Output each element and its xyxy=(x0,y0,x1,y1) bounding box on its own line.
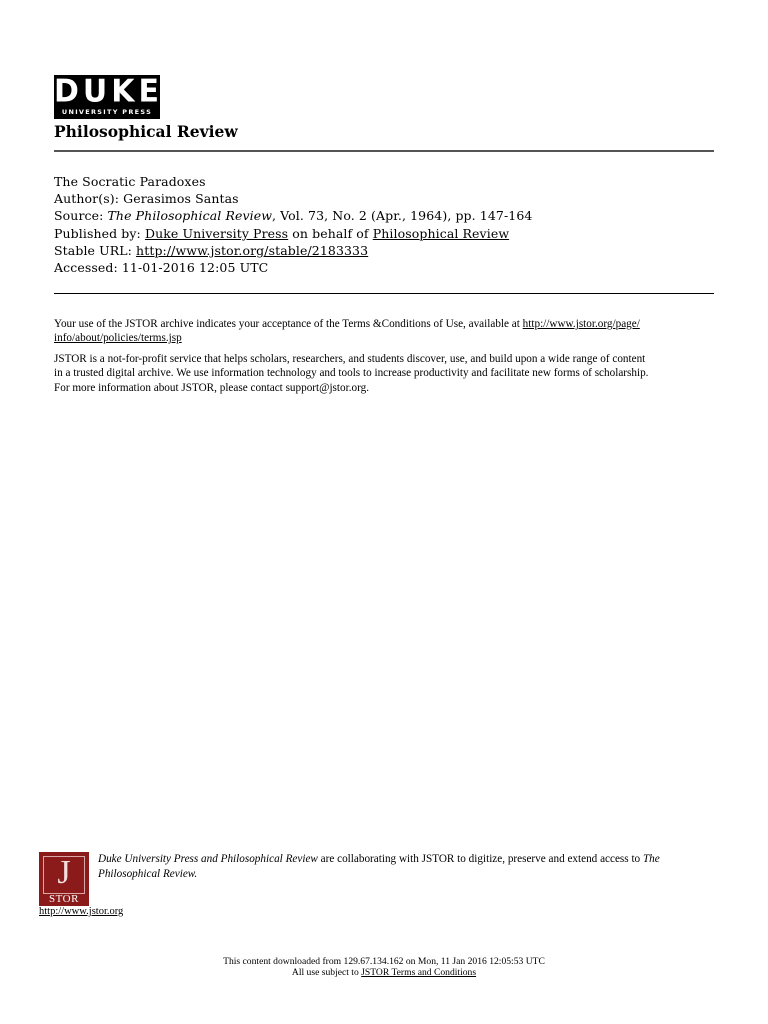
terms-conditions-link[interactable]: JSTOR Terms and Conditions xyxy=(361,967,477,978)
source-journal: The Philosophical Review xyxy=(107,208,273,224)
terms-link-part1[interactable]: http://www.jstor.org/page/ xyxy=(522,318,640,330)
jstor-logo[interactable] xyxy=(39,852,89,906)
download-footer xyxy=(0,956,768,978)
accessed-line: Accessed: 11-01-2016 12:05 UTC xyxy=(54,260,269,276)
article-title: The Socratic Paradoxes xyxy=(54,174,206,189)
terms-notice: Your use of the JSTOR archive indicates your acceptance of the Terms &Conditions of Use, available at http://www.jstor.org/page/ info/about/policies/terms.jsp xyxy=(54,318,640,345)
logo-word: DUKE xyxy=(54,73,164,110)
duke-university-press-logo xyxy=(54,73,164,119)
behalf-link[interactable]: Philosophical Review xyxy=(372,225,510,241)
top-divider xyxy=(54,150,714,152)
journal-title: Philosophical Review xyxy=(54,122,238,141)
stable-url-link[interactable]: http://www.jstor.org/stable/2183333 xyxy=(136,242,369,258)
logo-j-letter: J xyxy=(57,854,71,891)
citation-metadata xyxy=(54,173,532,276)
source-line: Source: The Philosophical Review, Vol. 73, No. 2 (Apr., 1964), pp. 147-164 xyxy=(54,208,533,224)
published-line: Published by: Duke University Press on behalf of Philosophical Review xyxy=(54,225,510,241)
collaboration-notice: Duke University Press and Philosophical Review are collaborating with JSTOR to digitize, preserve and extend access to The Philosophical Review. xyxy=(98,853,660,880)
download-info: This content downloaded from 129.67.134.162 on Mon, 11 Jan 2016 12:05:53 UTC xyxy=(223,956,545,967)
terms-footer-line: All use subject to JSTOR Terms and Conditions xyxy=(291,967,477,978)
middle-divider xyxy=(54,293,714,294)
author-line: Author(s): Gerasimos Santas xyxy=(54,191,239,207)
terms-link-part2[interactable]: info/about/policies/terms.jsp xyxy=(54,332,182,345)
author-name: Gerasimos Santas xyxy=(123,191,239,207)
jstor-mission-statement: JSTOR is a not-for-profit service that helps scholars, researchers, and students discover, use, and build upon a wide range of content in a trusted digital archive. We use information technology and tools to increase productivity and facilitate new forms of scholarship. For more information about JSTOR, please contact support@jstor.org. xyxy=(54,353,649,394)
stable-url-line: Stable URL: http://www.jstor.org/stable/2183333 xyxy=(54,242,369,258)
logo-stor-label: STOR xyxy=(49,893,79,905)
jstor-home-link[interactable]: http://www.jstor.org xyxy=(39,906,124,917)
logo-subtitle: UNIVERSITY PRESS xyxy=(61,108,153,116)
publisher-link[interactable]: Duke University Press xyxy=(144,225,289,241)
